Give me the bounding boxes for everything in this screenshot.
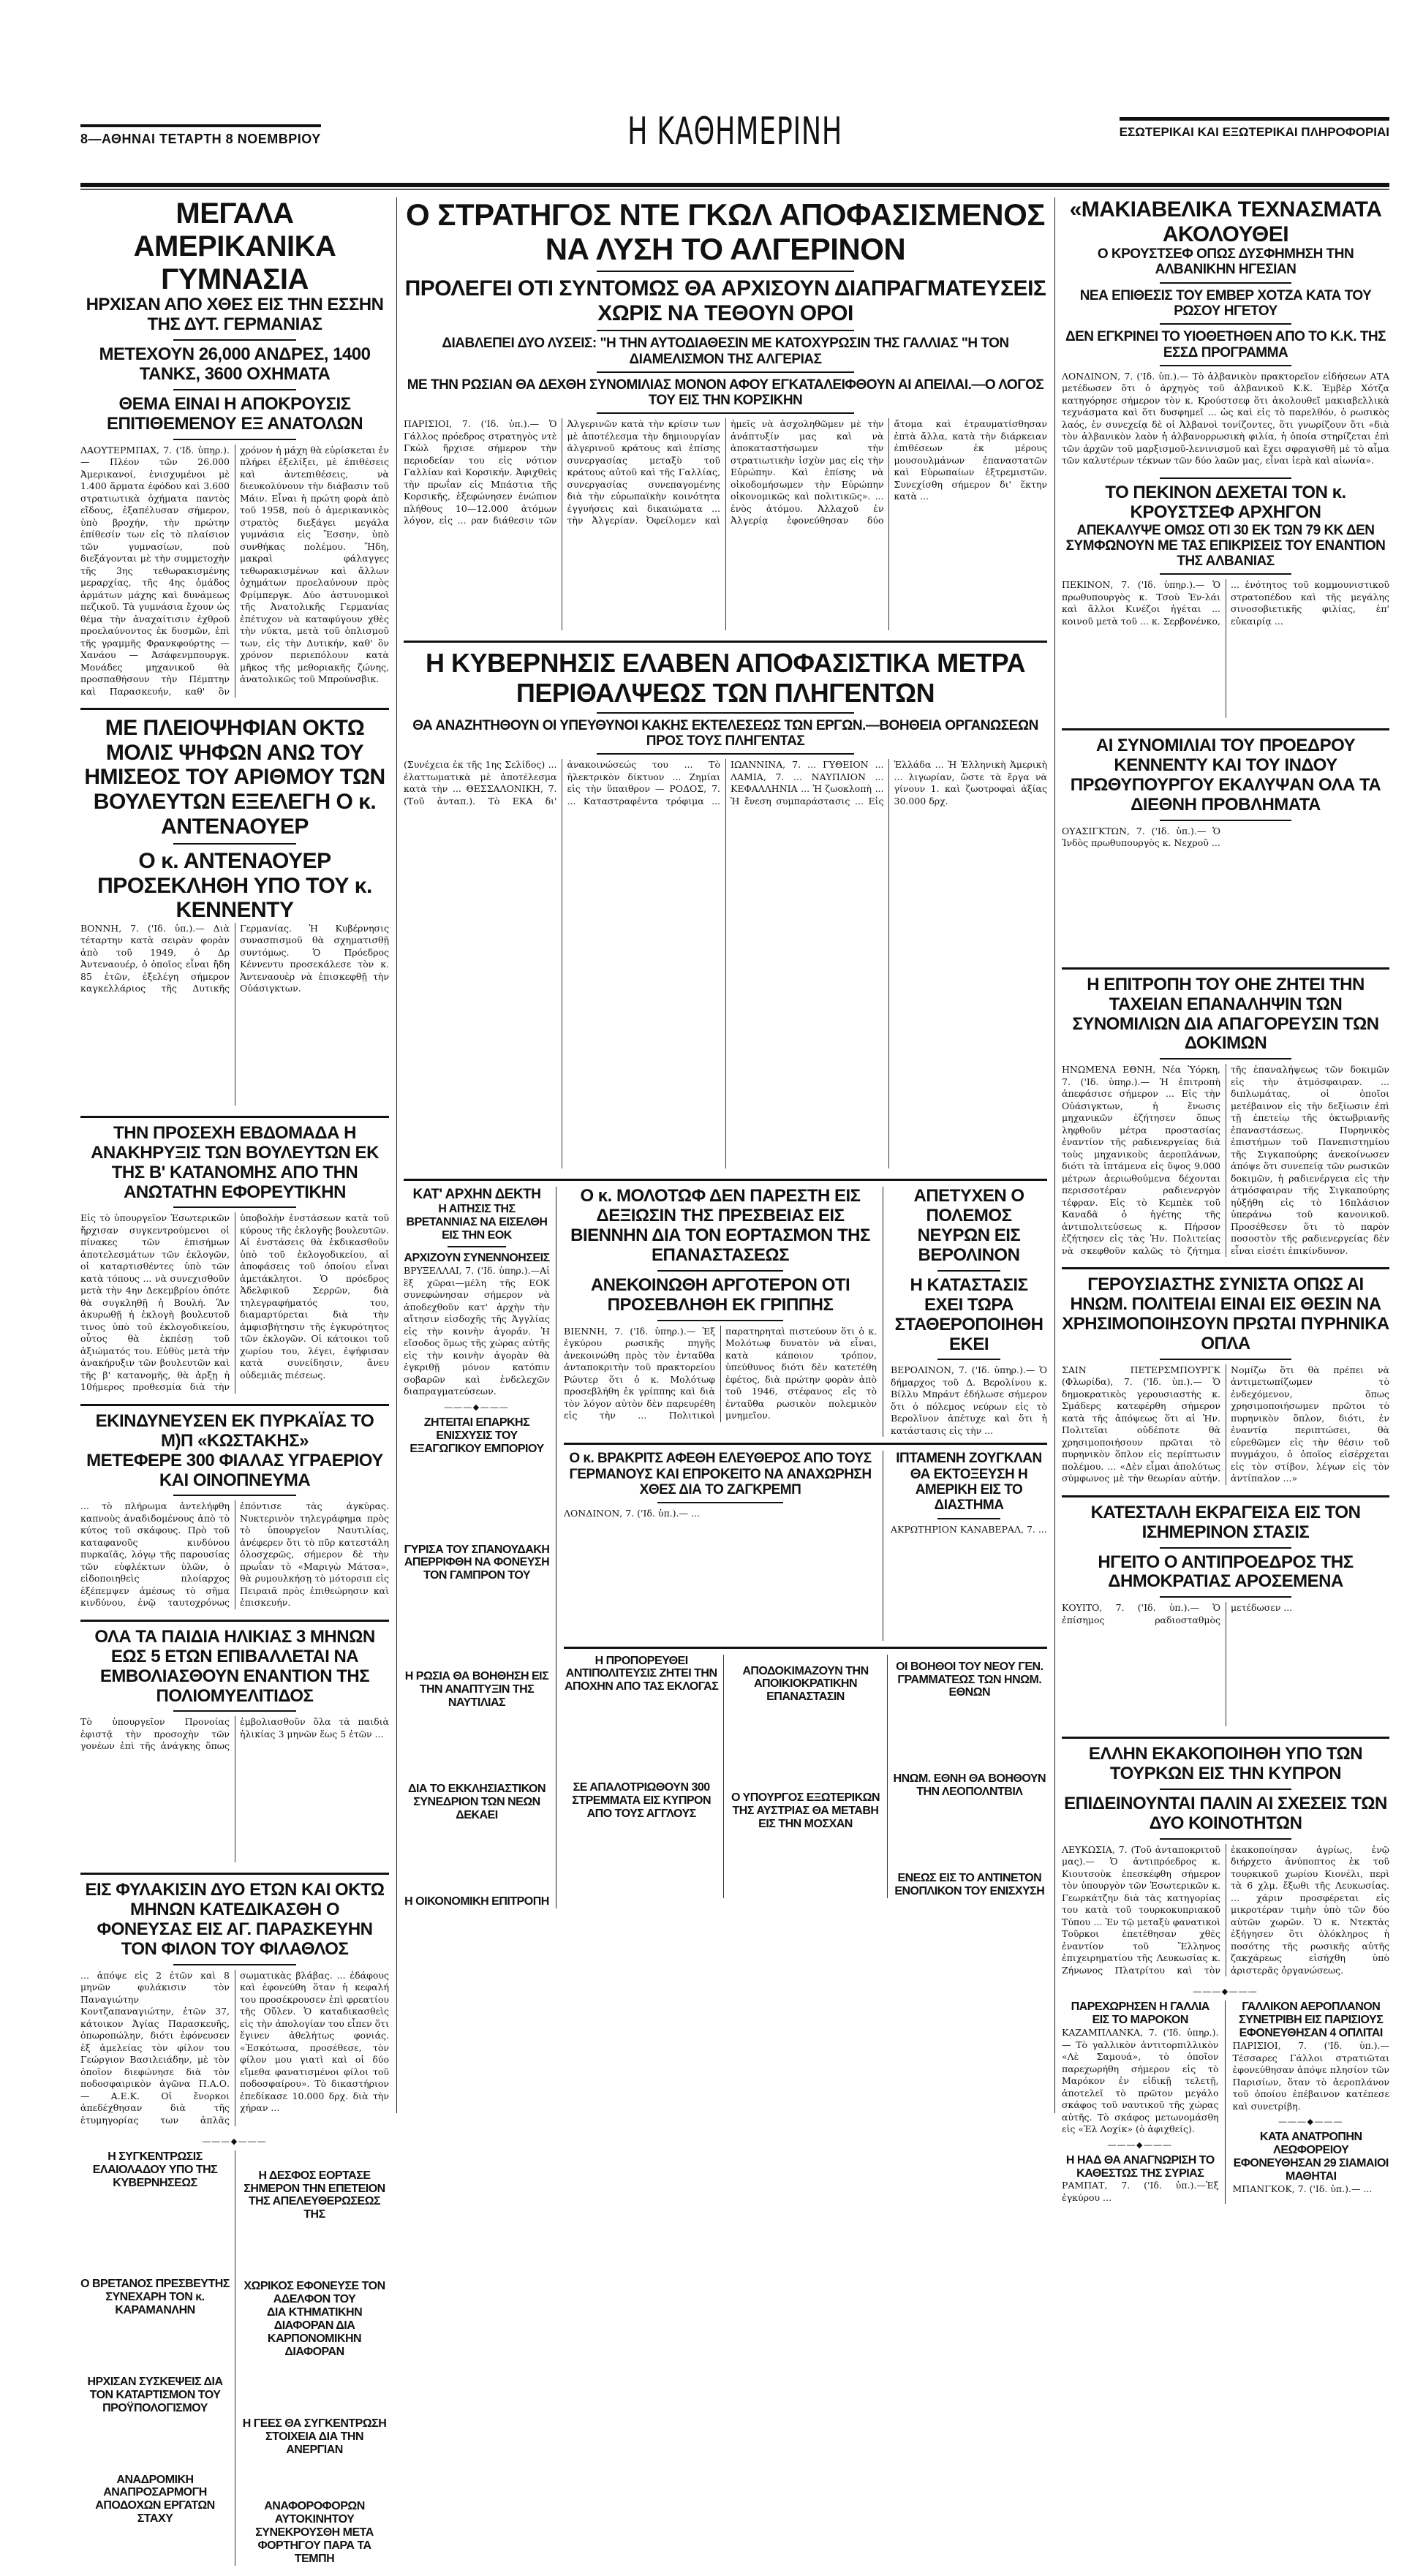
story-berlin xyxy=(891,1187,1047,1437)
divider xyxy=(1062,967,1389,970)
headline: ΠΑΡΕΧΩΡΗΣΕΝ Η ΓΑΛΛΙΑ ΕΙΣ ΤΟ ΜΑΡΟΚΟΝ xyxy=(1071,2001,1209,2027)
subheadline: ΘΑ ΑΝΑΖΗΤΗΘΟΥΝ ΟΙ ΥΠΕΥΘΥΝΟΙ ΚΑΚΗΣ ΕΚΤΕΛΕΣΕΩΣ ΤΩΝ ΕΡΓΩΝ.—ΒΟΗΘΕΙΑ ΟΡΓΑΝΩΣΕΩΝ ΠΡΟΣ ΤΟΥΣ ΠΛΗΓΕΝΤΑΣ xyxy=(412,717,1038,749)
brief-headline: ΗΡΧΙΣΑΝ ΣΥΣΚΕΨΕΙΣ ΔΙΑ ΤΟΝ ΚΑΤΑΡΤΙΣΜΟΝ ΤΟΥ ΠΡΟΫΠΟΛΟΓΙΣΜΟΥ xyxy=(87,2375,223,2414)
brief-body xyxy=(80,2190,230,2278)
story-nuclear xyxy=(1062,1275,1389,1485)
separator xyxy=(173,1710,297,1712)
subheadline: ΝΕΑ ΕΠΙΘΕΣΙΣ ΤΟΥ ΕΜΒΕΡ ΧΟΤΖΑ ΚΑΤΑ ΤΟΥ ΡΩΣΟΥ ΗΓΕΤΟΥ xyxy=(1079,287,1372,319)
separator xyxy=(937,1270,1000,1272)
article-body: ΠΑΡΙΣΙΟΙ, 7. ('Ιδ. ὑπ.).— Ὁ Γάλλος πρόεδρος στρατηγὸς ντὲ Γκὼλ ἤρχισε σήμερον τὴν περιοδείαν του εἰς νότιον Γαλλίαν καὶ Κορσικήν. Ἀφιχθεὶς τὴν πρωΐαν εἰς Μπάστια τῆς Κορσικῆς, ἐξεφώνησεν ἐνώπιον πλήθους 10—12.000 ἀτόμων λόγον, εἰς ... ραν διάθεσιν τῶν Ἀλγερινῶν κατὰ τὴν κρίσιν των μὲ ἀποτέλεσμα τὴν δημιουργίαν ἀλγερινοῦ κράτους καὶ ἐπίσης συνεργασίας μεταξὺ τοῦ κράτους αὐτοῦ καὶ τῆς Γαλλίας, συνεργασίας συνεπαγομένης διὰ τὴν εὐρωπαϊκὴν κοινότητα ἐγγυήσεις καὶ δικαιώματα ... τὴν Ἀλγερίαν. Ὀφείλομεν καὶ ἡμεῖς νὰ ἀσχοληθῶμεν μὲ τὴν ἀνάπτυξίν μας καὶ νὰ ἀποκαταστήσωμεν τὴν στρατιωτικὴν ἰσχὺν μας εἰς τὴν Εὐρώπην. Καὶ ἐπίσης νὰ οἰκοδομήσωμεν τὴν Εὐρώπην οἰκονομικῶς καὶ πολιτικῶς». ... ἑνὸς ἀτόμου. Ἀλλαχοῦ ἐν Ἀλγερίᾳ ἐφονεύθησαν δύο ἄτομα καὶ ἐτραυματίσθησαν ἑπτὰ ἄλλα, κατὰ τὴν διάρκειαν ἐπιθέσεων ἐκ μέρους μουσουλμάνων ἐπαναστατῶν καὶ Εὐρωπαίων ἐξτρεμιστῶν. Συνεχίσθη σήμερον δι' ἕκτην κατὰ ... xyxy=(404,418,1047,526)
article-body: ΛΟΝΔΙΝΟΝ, 7. ('Ιδ. ὑπ.).— Τὸ ἀλβανικὸν πρακτορεῖον εἰδήσεων ΑΤΑ μετέδωσεν ὅτι ὁ ἀρχηγὸς τοῦ ἀλβανικοῦ Κ.Κ. Ἐμβὲρ Χότζα κατηγόρησε σήμερον τὸν κ. Κρούστσεφ ὅτι ἀκολουθεῖ μακιαβελλικὰ τεχνάσματα καὶ ὅτι δυσφημεῖ ... ὡς καὶ εἰς τὸ παρελθόν, ὁ ρωσικὸς λαός, ἐν συνεχείᾳ δὲ οἱ Ἀλβανοὶ τονίζοντες, ὅτι γνωρίζουν ὅτι «διὰ τὸν ἀλβανικὸν λαὸν ἡ ἀλβανορρωσικὴ φιλία, ἡ ὁποία στηρίζεται ἐπὶ τῶν ἀρχῶν τοῦ μαρξισμοῦ-λενινισμοῦ καὶ ἔχει σφραγισθῆ μὲ τὸ αἷμα τῶν καλυτέρων τέκνων τῶν δύο λαῶν μας, εἶναι ἱερὰ καὶ αἰωνία». xyxy=(1062,370,1389,467)
article-body: ΠΕΚΙΝΟΝ, 7. ('Ιδ. ὑπηρ.).— Ὁ πρωθυπουργὸς κ. Τσοὺ Ἐν-λάι καὶ ἄλλοι Κινέζοι ἡγέται ... κοινοῦ μετὰ τοῦ ... κ. Σερβονένκο, ... ἑνότητος τοῦ κομμουνιστικοῦ στρατοπέδου καὶ τῆς μεγάλης σινοσοβιετικῆς φιλίας, ἐπ' εὐκαιρίᾳ ... xyxy=(1062,579,1389,627)
separator xyxy=(597,412,854,414)
brief-headline: ΣΕ ΑΠΑΛΟΤΡΙΩΘΟΥΝ 300 ΣΤΡΕΜΜΑΤΑ ΕΙΣ ΚΥΠΡΟΝ ΑΠΟ ΤΟΥΣ ΑΓΓΛΟΥΣ xyxy=(572,1781,712,1821)
briefs xyxy=(80,2150,389,2566)
headline: Ο κ. ΒΡΑΚΡΙΤΣ ΑΦΕΘΗ ΕΛΕΥΘΕΡΟΣ ΑΠΟ ΤΟΥΣ ΓΕΡΜΑΝΟΥΣ ΚΑΙ ΕΠΡΟΚΕΙΤΟ ΝΑ ΑΝΑΧΩΡΗΣΗ ΧΘΕΣ ΔΙΑ ΤΟ ΖΑΓΚΡΕΜΠ xyxy=(569,1451,872,1497)
separator xyxy=(597,371,854,373)
divider xyxy=(1062,1737,1389,1739)
article-body: ΒΟΝΝΗ, 7. ('Ιδ. ὑπ.).— Διὰ τέταρτην κατὰ σειρὰν φορὰν ἀπὸ τοῦ 1949, ὁ Δρ Ἀντεναουέρ, ὁ ὁποῖος εἶναι ἤδη 85 ἐτῶν, ἐξελέγη σήμερον καγκελλάριος τῆς Δυτικῆς Γερμανίας. Ἡ Κυβέρνησις συνασπισμοῦ θὰ σχηματισθῇ συντόμως. Ὁ Πρόεδρος Κέννεντυ προσεκάλεσε τὸν κ. Ἀντεναουὲρ νὰ ἐπισκεφθῇ τὴν Οὐάσιγκτων. xyxy=(80,922,389,994)
story-peking xyxy=(1062,483,1389,719)
separator xyxy=(597,753,854,755)
brief-headline: Η ΣΥΓΚΕΝΤΡΩΣΙΣ ΕΛΑΙΟΛΑΔΟΥ ΥΠΟ ΤΗΣ ΚΥΒΕΡΝΗΣΕΩΣ xyxy=(92,2150,218,2190)
newspaper-page xyxy=(80,0,1404,2566)
story-ecuador xyxy=(1062,1503,1389,1727)
article-body: ... τὸ πλήρωμα ἀντελήφθη καπνοὺς ἀναδιδομένους ἀπὸ τὸ κύτος τοῦ σκάφους. Πρὸ τοῦ καταφανοῦς κινδύνου πυρκαϊᾶς, λόγῳ τῆς παρουσίας τῶν εὐφλέκτων ὑλῶν, ὁ εἰδοποιηθεὶς πλοίαρχος ἐξέπεμψεν ἀμέσως τὸ σῆμα κινδύνου, ἐνῷ ταυτοχρόνως ἐπόντισε τὰς ἀγκύρας. Νυκτερινὸν τηλεγράφημα πρὸς τὸ ὑπουργεῖον Ναυτιλίας, ἀνέφερεν ὅτι τὸ πῦρ κατεστάλη ὁλοσχερῶς, σήμερον δὲ τὴν πρωΐαν τὸ «Μαριγὼ Μάτσα», θὰ ρυμουλκήσῃ τὸ μότορσιπ εἰς Πειραιᾶ πρὸς ἐπιθεώρησιν καὶ ἐπισκευήν. xyxy=(80,1500,389,1609)
center-lower-right xyxy=(564,1187,1047,1908)
subheadline: ΘΕΜΑ ΕΙΝΑΙ Η ΑΠΟΚΡΟΥΣΙΣ ΕΠΙΤΙΘΕΜΕΝΟΥ ΕΞ ΑΝΑΤΟΛΩΝ xyxy=(106,393,363,434)
brief-headline: Ο ΥΠΟΥΡΓΟΣ ΕΞΩΤΕΡΙΚΩΝ ΤΗΣ ΑΥΣΤΡΙΑΣ ΘΑ ΜΕΤΑΒΗ ΕΙΣ ΤΗΝ ΜΟΣΧΑΝ xyxy=(731,1791,880,1831)
headline: ΜΕ ΠΛΕΙΟΨΗΦΙΑΝ ΟΚΤΩ ΜΟΛΙΣ ΨΗΦΩΝ ΑΝΩ ΤΟΥ ΗΜΙΣΕΟΣ ΤΟΥ ΑΡΙΘΜΟΥ ΤΩΝ ΒΟΥΛΕΥΤΩΝ ΕΞΕΛΕΓΗ Ο κ. ΑΝΤΕΝΑΟΥΕΡ xyxy=(84,716,385,839)
headline: ΓΑΛΛΙΚΟΝ ΑΕΡΟΠΛΑΝΟΝ ΣΥΝΕΤΡΙΒΗ ΕΙΣ ΠΑΡΙΣΙΟΥΣ xyxy=(1239,2001,1384,2027)
brief-body xyxy=(80,2317,230,2376)
story-plane-crash xyxy=(1233,2001,1390,2204)
article-body: ΛΕΥΚΩΣΙΑ, 7. (Τοῦ ἀνταποκριτοῦ μας).— Ὁ ἀντιπρόεδρος κ. Κιουτσοὺκ ἐπεσκέφθη σήμερον τὸν ὑπουργὸν τῶν Ἐσωτερικῶν κ. Γεωρκάτζην διὰ τὰς κατηγορίας του κατὰ τοῦ τουρκοκυπριακοῦ Τύπου ... Ἐν τῷ μεταξὺ φανατικοὶ Τοῦρκοι ἐπετέθησαν χθὲς ἐναντίον τοῦ Ἕλληνος ἐπιχειρηματίου τῆς Λευκωσίας κ. Ζήνωνος Πλατρίτου καὶ τὸν ἐκακοποίησαν ἀγρίως, ἐνῷ διήρχετο ἀνύποπτος ἐκ τοῦ τουρκικοῦ χωρίου Κιονέλι, περὶ τὰ 6 χλμ. ἔξωθι τῆς Λευκωσίας. ... χάριν προσφέρεται εἰς μικροτέραν τιμὴν ὑπὸ τῶν δύο αὐτῶν χωρῶν. Ὁ κ. Ντεκτὰς ἐξήγησεν ὅτι ὁλόκληρος ἡ ποσότης τῆς ρωσικῆς αὐτῆς ζακχάρεως εἰσήχθη ὑπὸ ἀριστερᾶς ὀργανώσεως. xyxy=(1062,1843,1389,1976)
divider xyxy=(80,1620,389,1622)
headline: ΕΙΣ ΦΥΛΑΚΙΣΙΝ ΔΥΟ ΕΤΩΝ ΚΑΙ ΟΚΤΩ ΜΗΝΩΝ ΚΑΤΕΔΙΚΑΣΘΗ Ο ΦΟΝΕΥΣΑΣ ΕΙΣ ΑΓ. ΠΑΡΑΣΚΕΥΗΝ ΤΟΝ ΦΙΛΟΝ ΤΟΥ ΦΙΛΑΘΛΟΣ xyxy=(85,1880,385,1960)
article-body: ΜΠΑΝΓΚΟΚ, 7. ('Ιδ. ὑπ.).— ... xyxy=(1232,2183,1373,2194)
story-morocco xyxy=(1062,2001,1226,2204)
separator xyxy=(1160,1596,1291,1598)
story-ship-fire xyxy=(80,1412,389,1609)
separator xyxy=(937,1518,1000,1519)
story-kennedy-nehru xyxy=(1062,736,1389,957)
center-briefs xyxy=(564,1655,1047,1898)
brief-headline: ΖΗΤΕΙΤΑΙ ΕΠΑΡΚΗΣ ΕΝΙΣΧΥΣΙΣ ΤΟΥ ΕΞΑΓΩΓΙΚΟΥ ΕΜΠΟΡΙΟΥ xyxy=(410,1416,544,1455)
brief-headline: Η ΓΕΕΣ ΘΑ ΣΥΓΚΕΝΤΡΩΣΗ ΣΤΟΙΧΕΙΑ ΔΙΑ ΤΗΝ ΑΝΕΡΓΙΑΝ xyxy=(242,2417,387,2456)
separator xyxy=(173,1206,297,1208)
brief-body xyxy=(240,2221,389,2280)
brief-headline: Η ΔΕΣΦΟΣ ΕΟΡΤΑΣΕ ΣΗΜΕΡΟΝ ΤΗΝ ΕΠΕΤΕΙΟΝ ΤΗΣ ΑΠΕΛΕΥΘΕΡΩΣΕΩΣ ΤΗΣ xyxy=(244,2169,385,2221)
section-title: ΕΣΩΤΕΡΙΚΑΙ ΚΑΙ ΕΞΩΤΕΡΙΚΑΙ ΠΛΗΡΟΦΟΡΙΑΙ xyxy=(1120,117,1389,140)
subheadline: ΜΕΤΕΧΟΥΝ 26,000 ΑΝΔΡΕΣ, 1400 ΤΑΝΚΣ, 3600 ΟΧΗΜΑΤΑ xyxy=(99,344,371,385)
headline: «ΜΑΚΙΑΒΕΛΙΚΑ ΤΕΧΝΑΣΜΑΤΑ ΑΚΟΛΟΥΘΕΙ xyxy=(1069,197,1382,246)
article-body: ... ἀπόψε εἰς 2 ἐτῶν καὶ 8 μηνῶν φυλάκισιν τὸν Παναγιώτην Κοντζαπαναγιώτην, ἐτῶν 37, κάτοικον Ἁγίας Παρασκευῆς, ὀπωροπώλην, διότι ἐφόνευσεν ἐξ ἀμελείας τὸν φίλον του Γεώργιον Βασιλειάδην, μὲ τὸν ὁποῖον διεφώνησε διὰ τὸν ποδοσφαιρικὸν ἀγῶνα Π.Α.Ο. — Α.Ε.Κ. Οἱ ἔνορκοι ἀπεδέχθησαν διὰ τῆς ἐτυμηγορίας των ἁπλᾶς σωματικὰς βλάβας. ... ἐδάφους καὶ ἐφονεύθη ὅταν ἡ κεφαλή του προσέκρουσεν ἐπὶ φρεατίου τῆς Οὔλεν. Ὁ καταδικασθεὶς εἰς τὴν ἀπολογίαν του εἶπεν ὅτι ἔγινεν ἀθελήτως φονιάς. «Ἐσκότωσα, προσέθεσε, τὸν φίλον μου γιατὶ καὶ οἱ δύο εἴμεθα φανατισμένοι φίλοι τοῦ ποδοσφαίρου». Τὸ δικαστήριον ἐπεδίκασε 10.000 δρχ. διὰ τὴν χήραν ... xyxy=(80,1969,389,2126)
brief-headline: ΑΝΑΦΟΡΟΦΟΡΩΝ ΑΥΤΟΚΙΝΗΤΟΥ ΣΥΝΕΚΡΟΥΣΘΗ ΜΕΤΑ ΦΟΡΤΗΓΟΥ ΠΑΡΑ ΤΑ ΤΕΜΠΗ xyxy=(255,2500,374,2566)
separator xyxy=(448,1246,506,1247)
separator xyxy=(937,1359,1000,1360)
column-divider xyxy=(396,197,397,2113)
separator xyxy=(657,1320,782,1321)
brief-headline: ΔΙΑ ΚΤΗΜΑΤΙΚΗΝ ΔΙΑΦΟΡΑΝ ΔΙΑ ΚΑΡΠΟΝΟΜΙΚΗΝ ΔΙΑΦΟΡΑΝ xyxy=(266,2306,363,2358)
subheadline: ΔΙΑΒΛΕΠΕΙ ΔΥΟ ΛΥΣΕΙΣ: "Η ΤΗΝ ΑΥΤΟΔΙΑΘΕΣΙΝ ΜΕ ΚΑΤΟΧΥΡΩΣΙΝ ΤΗΣ ΓΑΛΛΙΑΣ "Η ΤΟΝ ΔΙΑΜΕΛΙΣΜΟΝ ΤΗΣ ΑΛΓΕΡΙΑΣ xyxy=(442,336,1009,367)
separator xyxy=(657,1502,782,1503)
left-column xyxy=(80,197,389,2576)
separator xyxy=(657,1270,782,1272)
subheadline: ΑΠΕΚΑΛΥΨΕ ΟΜΩΣ ΟΤΙ 30 ΕΚ ΤΩΝ 79 ΚΚ ΔΕΝ ΣΥΜΦΩΝΟΥΝ ΜΕ ΤΑΣ ΕΠΙΚΡΙΣΕΙΣ ΤΟΥ ΕΝΑΝΤΙΟΝ ΤΗΣ ΑΛΒΑΝΙΑΣ xyxy=(1065,522,1386,570)
headline: ΜΕΓΑΛΑ ΑΜΕΡΙΚΑΝΙΚΑ ΓΥΜΝΑΣΙΑ xyxy=(133,197,336,295)
center-column xyxy=(404,197,1047,1908)
brief-headline: ΕΝΕΩΣ ΕΙΣ ΤΟ ΑΝΤΙΝΕΤΟΝ ΕΝΟΠΛΙΚΟΝ ΤΟΥ ΕΝΙΣΧΥΣΗ xyxy=(894,1872,1045,1898)
story-adenauer xyxy=(80,716,389,1106)
article-body: ΒΕΡΟΛΙΝΟΝ, 7. ('Ιδ. ὑπηρ.).— Ὁ δήμαρχος τοῦ Δ. Βερολίνου κ. Βίλλυ Μπράντ ἐδήλωσε σήμερον ὅτι ὁ πόλεμος νεύρων εἰς τὸ Βερολῖνον ἀπέτυχε καὶ ὅτι ἡ κατάστασις εἰς τὴν ... xyxy=(891,1364,1047,1436)
article-body: ΗΝΩΜΕΝΑ ΕΘΝΗ, Νέα Ὑόρκη, 7. ('Ιδ. ὑπηρ.).— Ἡ ἐπιτροπὴ ἀπεφάσισε σήμερον ... Εἰς τὴν Οὐάσιγκτων, ἡ ἕνωσις μηχανικῶν ἐζήτησεν ὅπως ληφθοῦν μέτρα προστασίας ἐναντίον τῆς ραδιενεργείας διὰ τοὺς μηχανικοὺς ἀεροπλάνων, διότι τὰ ἱπτάμενα εἰς ὕψος 9.000 μέτρων ἀεριωθούμενα δέχονται περισσοτέραν ραδιενεργὸν τέφραν. Εἰς τὸ Κεμπὲκ τοῦ Καναδᾶ ὁ ἡγέτης τῆς ἀντιπολιτεύσεως κ. Πήρσον ἐζήτησεν εἰς τὰς Ἡν. Πολιτείας νὰ σκεφθοῦν καλῶς τὸ ζήτημα τῆς ἐπαναλήψεως τῶν δοκιμῶν εἰς τὴν ἀτμόσφαιραν. ... διπλωμάτας, οἱ ὁποῖοι μετέβαινον εἰς τὴν δεξίωσιν ἐπὶ τῇ ἐπετείῳ τῆς ὀκτωβριανῆς ἐπαναστάσεως. Πυρηνικὸς ἐπιστήμων τοῦ Πανεπιστημίου τῆς Σιγκαπούρης ἀνεκοίνωσεν ἀπόψε ὅτι συνεπείᾳ τῶν ρωσικῶν δοκιμῶν, ἡ ραδιενέργεια εἰς τὴν ἀτμόσφαιραν τῆς Σιγκαπούρης ηὐξήθη εἰς τὸ 16πλάσιον ὑπεράνω τοῦ κανονικοῦ. Προσέθεσεν ὅτι τὸ παρὸν ποσοστὸν τῆς ραδιενεργείας δὲν εἶναι εἰσέτι ἐπικίνδυνον. xyxy=(1062,1064,1389,1256)
separator xyxy=(1160,1359,1291,1360)
brief-body xyxy=(892,1799,1047,1872)
brief-body xyxy=(404,1822,550,1895)
story-polio xyxy=(80,1628,389,1863)
separator xyxy=(1160,1838,1291,1840)
brief-headline: ΑΝΑΔΡΟΜΙΚΗ ΑΝΑΠΡΟΣΑΡΜΟΓΗ ΑΠΟΔΟΧΩΝ ΕΡΓΑΤΩΝ ΣΤΑΧΥ xyxy=(95,2473,215,2526)
article-body: ΣΑΙΝ ΠΕΤΕΡΣΜΠΟΥΡΓΚ (Φλωρίδα), 7. ('Ιδ. ὑπ.).— Ὁ δημοκρατικὸς γερουσιαστὴς κ. Σμάδερς κατεφέρθη σήμερον κατὰ τῆς ἀπόψεως ὅτι αἱ Ἡν. Πολιτεῖαι οὐδέποτε θὰ χρησιμοποιήσουν πρῶται τὸ πυρηνικὸν ὅπλον εἰς περίπτωσιν πολέμου. ... «Δὲν εἶμαι ἀπολύτως σύμφωνος μὲ τὴν θεωρίαν αὐτήν. Νομίζω ὅτι θὰ πρέπει νὰ ἀντιμετωπίζωμεν τὸ ἐνδεχόμενον, ὅπως χρησιμοποιήσωμεν πρῶτοι τὸ πυρηνικὸν ὅπλον, διότι, ἐν ἐναντίᾳ περιπτώσει, θὰ εὑρεθῶμεν εἰς τὴν θέσιν τοῦ πυγμάχου, ὁ ὁποῖος εἰσέρχεται εἰς τὸν στίβον, λέγων εἰς τὸν ἀντίπαλον ...» xyxy=(1062,1364,1389,1484)
brief-headline: ΓΥΡΙΣΑ ΤΟΥ ΣΠΑΝΟΥΔΑΚΗ ΑΠΕΡΡΙΦΘΗ ΝΑ ΦΟΝΕΥΣΗ ΤΟΝ ΓΑΜΠΡΟΝ ΤΟΥ xyxy=(404,1543,550,1582)
headline: ΕΛΛΗΝ ΕΚΑΚΟΠΟΙΗΘΗ ΥΠΟ ΤΩΝ ΤΟΥΡΚΩΝ ΕΙΣ ΤΗΝ ΚΥΠΡΟΝ xyxy=(1088,1744,1363,1784)
story-satellite xyxy=(891,1451,1047,1640)
ornament: ———◆——— xyxy=(1278,2118,1343,2127)
divider xyxy=(80,1873,389,1875)
headline: Η ΗΑΔ ΘΑ ΑΝΑΓΝΩΡΙΣΗ ΤΟ ΚΑΘΕΣΤΩΣ ΤΗΣ ΣΥΡΙΑΣ xyxy=(1065,2153,1215,2180)
brief-body xyxy=(240,2359,389,2417)
headline: ΚΑΤΑ ΑΝΑΤΡΟΠΗΝ ΛΕΩΦΟΡΕΙΟΥ ΕΦΟΝΕΥΘΗΣΑΝ 29 ΣΙΑΜΑΙΟΙ ΜΑΘΗΤΑΙ xyxy=(1233,2131,1389,2183)
brief-headline: ΧΩΡΙΚΟΣ ΕΦΟΝΕΥΣΕ ΤΟΝ ΑΔΕΛΦΟΝ ΤΟΥ xyxy=(244,2280,385,2306)
subheadline: Ο ΚΡΟΥΣΤΣΕΦ ΟΠΩΣ ΔΥΣΦΗΜΗΣΗ ΤΗΝ ΑΛΒΑΝΙΚΗΝ ΗΓΕΣΙΑΝ xyxy=(1097,246,1354,278)
divider xyxy=(80,1116,389,1118)
divider xyxy=(80,708,389,710)
divider xyxy=(564,1647,1047,1649)
subheadline: ΑΡΧΙΖΟΥΝ ΣΥΝΕΝΝΟΗΣΕΙΣ xyxy=(404,1252,550,1265)
separator xyxy=(1160,820,1291,821)
headline: ΙΠΤΑΜΕΝΗ ΖΟΥΓΚΛΑΝ ΘΑ ΕΚΤΟΞΕΥΣΗ Η ΑΜΕΡΙΚΗ ΕΙΣ ΤΟ ΔΙΑΣΤΗΜΑ xyxy=(896,1451,1042,1514)
headline: ΓΕΡΟΥΣΙΑΣΤΗΣ ΣΥΝΙΣΤΑ ΟΠΩΣ ΑΙ ΗΝΩΜ. ΠΟΛΙΤΕΙΑΙ ΕΙΝΑΙ ΕΙΣ ΘΕΣΙΝ ΝΑ ΧΡΗΣΙΜΟΠΟΙΗΣΟΥΝ ΠΡΩΤΑΙ ΠΥΡΗΝΙΚΑ ΟΠΛΑ xyxy=(1062,1274,1389,1353)
story-albania xyxy=(1062,197,1389,467)
story-sentence xyxy=(80,1881,389,2126)
masthead-rule-thin xyxy=(80,189,1389,190)
subheadline: Η ΑΙΤΗΣΙΣ ΤΗΣ ΒΡΕΤΑΝΝΙΑΣ ΝΑ ΕΙΣΕΛΘΗ ΕΙΣ ΤΗΝ ΕΟΚ xyxy=(406,1202,548,1242)
story-brakrit xyxy=(564,1451,883,1640)
newspaper-title: Η ΚΑΘΗΜΕΡΙΝΗ xyxy=(627,110,842,154)
subheadline: Ο κ. ΑΝΤΕΝΑΟΥΕΡ ΠΡΟΣΕΚΛΗΘΗ ΥΠΟ ΤΟΥ κ. ΚΕΝΝΕΝΤΥ xyxy=(97,849,372,923)
subheadline: ΗΡΧΙΣΑΝ ΑΠΟ ΧΘΕΣ ΕΙΣ ΤΗΝ ΕΣΣΗΝ ΤΗΣ ΔΥΤ. ΓΕΡΜΑΝΙΑΣ xyxy=(86,295,384,335)
subheadline: ΔΕΝ ΕΓΚΡΙΝΕΙ ΤΟ ΥΙΟΘΕΤΗΘΕΝ ΑΠΟ ΤΟ Κ.Κ. ΤΗΣ ΕΣΣΔ ΠΡΟΓΡΑΜΜΑ xyxy=(1065,329,1386,360)
subheadline: ΕΠΙΔΕΙΝΟΥΝΤΑΙ ΠΑΛΙΝ ΑΙ ΣΧΕΣΕΙΣ ΤΩΝ ΔΥΟ ΚΟΙΝΟΤΗΤΩΝ xyxy=(1064,1794,1387,1833)
separator xyxy=(597,271,854,272)
brief-headline: ΟΙ ΒΟΗΘΟΙ ΤΟΥ ΝΕΟΥ ΓΕΝ. ΓΡΑΜΜΑΤΕΩΣ ΤΩΝ ΗΝΩΜ. ΕΘΝΩΝ xyxy=(896,1660,1043,1699)
divider xyxy=(1062,1495,1389,1497)
subheadline: ΜΕ ΤΗΝ ΡΩΣΙΑΝ ΘΑ ΔΕΧΘΗ ΣΥΝΟΜΙΛΙΑΣ ΜΟΝΟΝ ΑΦΟΥ ΕΓΚΑΤΑΛΕΙΦΘΟΥΝ ΑΙ ΑΠΕΙΛΑΙ.—Ο ΛΟΓΟΣ ΤΟΥ ΕΙΣ ΤΗΝ ΚΟΡΣΙΚΗΝ xyxy=(407,377,1044,409)
brief-headline: ΑΠΟΔΟΚΙΜΑΖΟΥΝ ΤΗΝ ΑΠΟΙΚΙΟΚΡΑΤΙΚΗΝ ΕΠΑΝΑΣΤΑΣΙΝ xyxy=(742,1664,869,1704)
brief-headline: Η ΟΙΚΟΝΟΜΙΚΗ ΕΠΙΤΡΟΠΗ xyxy=(404,1895,549,1908)
article-body: ΒΙΕΝΝΗ, 7. ('Ιδ. ὑπηρ.).— Ἐξ ἐγκύρου ρωσικῆς πηγῆς ἀνεκοινώθη πρὸς τὸν ἐνταῦθα ἀνταποκριτὴν τοῦ πρακτορείου Ρώυτερ ὅτι ὁ κ. Μολότωφ προσεβλήθη ἐκ γρίππης καὶ διὰ τὸν λόγον αὐτὸν δὲν παρευρέθη εἰς τὴν ... Πολιτικοὶ παρατηρηταὶ πιστεύουν ὅτι ὁ κ. Μολότωφ δυνατὸν νὰ εἶναι, κατὰ κάποιον τρόπον, ὑπεύθυνος διότι δὲν κατετέθη ἐφέτος, διὰ πρώτην φορὰν ἀπὸ τοῦ 1946, στέφανος εἰς τὸ ἐνταῦθα ρωσικὸν πολεμικὸν μνημεῖον. xyxy=(564,1325,877,1421)
article-body: ΛΟΝΔΙΝΟΝ, 7. ('Ιδ. ὑπ.).— ... xyxy=(564,1508,700,1519)
story-cyprus xyxy=(1062,1745,1389,1976)
brief-body xyxy=(892,1699,1047,1772)
divider xyxy=(404,641,1047,643)
article-body: ΒΡΥΞΕΛΛΑΙ, 7. ('Ιδ. ὑπηρ.).—Αἱ ἓξ χῶραι—μέλη τῆς ΕΟΚ συνεφώνησαν σήμερον νὰ ἀποδεχθοῦν κατ' ἀρχὴν τὴν αἴτησιν εἰσδοχῆς τῆς Ἀγγλίας εἰς τὴν κοινὴν ἀγοράν. Ἡ εἴσοδος ὅμως τῆς χώρας αὐτῆς εἰς τὴν κοινὴν ἀγορὰν θὰ ἐγκριθῇ μόνον κατόπιν σοβαρῶν καὶ ἐνδελεχῶν διαπραγματεύσεων. xyxy=(404,1265,550,1397)
ornament: ———◆——— xyxy=(202,2137,268,2147)
headline: ΑΙ ΣΥΝΟΜΙΛΙΑΙ ΤΟΥ ΠΡΟΕΔΡΟΥ ΚΕΝΝΕΝΤΥ ΚΑΙ ΤΟΥ ΙΝΔΟΥ ΠΡΩΘΥΠΟΥΡΓΟΥ ΕΚΑΛΥΨΑΝ ΟΛΑ ΤΑ ΔΙΕΘΝΗ ΠΡΟΒΛΗΜΑΤΑ xyxy=(1070,736,1381,815)
center-lower xyxy=(404,1187,1047,1908)
subheadline: ΕΦΟΝΕΥΘΗΣΑΝ 4 ΟΠΛΙΤΑΙ xyxy=(1239,2027,1383,2040)
headline: ΑΠΕΤΥΧΕΝ Ο ΠΟΛΕΜΟΣ ΝΕΥΡΩΝ ΕΙΣ ΒΕΡΟΛΙΝΟΝ xyxy=(913,1186,1024,1266)
column-divider xyxy=(1054,197,1055,2113)
ornament: ———◆——— xyxy=(1193,1987,1258,1997)
brief-body xyxy=(240,2456,389,2500)
ornament: ———◆——— xyxy=(444,1402,510,1412)
brief-headline: ΗΝΩΜ. ΕΘΝΗ ΘΑ ΒΟΗΘΟΥΝ ΤΗΝ ΛΕΟΠΟΛΝΤΒΙΛ xyxy=(893,1772,1046,1799)
separator xyxy=(173,389,297,390)
headline: ΚΑΤΕΣΤΑΛΗ ΕΚΡΑΓΕΙΣΑ ΕΙΣ ΤΟΝ ΙΣΗΜΕΡΙΝΟΝ ΣΤΑΣΙΣ xyxy=(1090,1502,1361,1542)
divider xyxy=(564,1443,1047,1445)
headline: Ο ΣΤΡΑΤΗΓΟΣ ΝΤΕ ΓΚΩΛ ΑΠΟΦΑΣΙΣΜΕΝΟΣ ΝΑ ΛΥΣΗ ΤΟ ΑΛΓΕΡΙΝΟΝ xyxy=(405,197,1046,267)
article-body: ΑΚΡΩΤΗΡΙΟΝ ΚΑΝΑΒΕΡΑΛ, 7. ... xyxy=(891,1523,1047,1535)
article-body: ΛΑΟΥΤΕΡΜΠΑΧ, 7. ('Ιδ. ὑπηρ.). — Πλέον τῶν 26.000 Ἀμερικανοί, ἐνισχυμένοι μὲ 1.400 ἅρματα ἐφόδου καὶ 3.600 στρατιωτικὰ ὀχήματα παντὸς εἴδους, ἐξαπέλυσαν σήμερον, ὑπὸ βροχήν, τὴν πρώτην ἐπίθεσίν των εἰς τὸ πλαίσιον τῶν γυμνασίων, ποὺ διεξάγονται μὲ τὴν συμμετοχὴν τῆς 3ης τεθωρακισμένης μεραρχίας, τῆς 4ης ὁμάδος ἁρμάτων μάχης καὶ δυνάμεως πεζικοῦ. Τὰ γυμνάσια ἔχουν ὡς θέμα τὴν ἀναχαίτισιν ἐχθροῦ προελαύνοντος ἐκ δυσμῶν, ἐπὶ τῆς γραμμῆς Φρανκφούρτης — Χανάου — Ἀσάφενμπουργκ. Μονάδες μηχανικοῦ θὰ προσπαθήσουν τὴν Πέμπτην καὶ Παρασκευήν, καθ' ὃν χρόνον ἡ μάχη θὰ εὑρίσκεται ἐν πλήρει ἐξελίξει, μὲ ἐπιθέσεις καὶ ἀντεπιθέσεις, νὰ διευκολύνουν τὴν διάβασιν τοῦ Μάιν. Εἶναι ἡ πρώτη φορὰ ἀπὸ τοῦ 1958, ποὺ ὁ ἀμερικανικὸς στρατὸς διεξάγει μεγάλα γυμνάσια εἰς Ἔσσην, ὑπὸ συνθήκας πολέμου. Ἤδη, μακραὶ φάλαγγες τεθωρακισμένων καὶ ἄλλων ὀχημάτων προελαύνουν πρὸς Φρίμπεργκ. Δύο ἀστυνομικοὶ τῆς Ἀνατολικῆς Γερμανίας ἐπέτυχον νὰ καταφύγουν χθὲς τὴν νύκτα, μετὰ τοῦ ὁπλισμοῦ των, εἰς τὴν Δυτικήν, καθ' ὃν χρόνον περιεπόλουν κατὰ μῆκος τῆς μεθοριακῆς ζώνης, ἀνατολικῶς τοῦ Μπρούνσβικ. xyxy=(80,444,389,697)
separator xyxy=(597,330,854,331)
separator xyxy=(1160,1547,1291,1549)
brief-headline: Ο ΒΡΕΤΑΝΟΣ ΠΡΕΣΒΕΥΤΗΣ ΣΥΝΕΧΑΡΗ ΤΟΝ κ. ΚΑΡΑΜΑΝΛΗΝ xyxy=(80,2278,230,2316)
right-lower xyxy=(1062,2001,1389,2204)
separator xyxy=(1160,573,1291,575)
page-date: 8—ΑΘΗΝΑΙ ΤΕΤΑΡΤΗ 8 ΝΟΕΜΒΡΙΟΥ xyxy=(80,124,321,147)
brief-body xyxy=(728,1704,883,1791)
story-un-tests xyxy=(1062,975,1389,1258)
separator xyxy=(1160,323,1291,325)
separator xyxy=(1160,1058,1291,1060)
subheadline: Η ΚΑΤΑΣΤΑΣΙΣ ΕΧΕΙ ΤΩΡΑ ΣΤΑΘΕΡΟΠΟΙΗΘΗ ΕΚΕΙ xyxy=(894,1274,1043,1354)
separator xyxy=(1160,477,1291,479)
article-body: ΠΑΡΙΣΙΟΙ, 7. ('Ιδ. ὑπ.).—Τέσσαρες Γάλλοι στρατιῶται ἐφονεύθησαν ἀπόψε πλησίον τῶν Παρισίων, ὅταν τὸ ἀεροπλάνον τοῦ ὁποίου ἐπέβαινον κατέπεσε καὶ συνετρίβη. xyxy=(1232,2040,1389,2112)
story-eec xyxy=(404,1187,556,1908)
subheadline: ΑΝΕΚΟΙΝΩΘΗ ΑΡΓΟΤΕΡΟΝ ΟΤΙ ΠΡΟΣΕΒΛΗΘΗ ΕΚ ΓΡΙΠΠΗΣ xyxy=(590,1274,850,1315)
story-elections xyxy=(80,1124,389,1394)
article-body: (Συνέχεια ἐκ τῆς 1ης Σελίδος) ... ἐλαττωματικὰ μὲ ἀποτέλεσμα κατὰ τὴν ... ΘΕΣΣΑΛΟΝΙΚΗ, 7. (Τοῦ ἀνταπ.). Τὸ ΕΚΑ δι' ἀνακοινώσεώς του ... Τὸ ἠλεκτρικὸν δίκτυον ... Ζημίαι εἰς τὴν ὕπαιθρον — ΡΟΔΟΣ, 7. ... Καταστραφέντα τρόφιμα ... ΙΩΑΝΝΙΝΑ, 7. ... ΓΥΘΕΙΟΝ ... ΛΑΜΙΑ, 7. ... ΝΑΥΠΛΙΟΝ ... ΚΕΦΑΛΛΗΝΙΑ ... Ἡ ζωοκλοπὴ ... Ἡ ἔνεση συμπαράστασις ... Εἰς Ἑλλάδα ... Ἡ Ἐλληνικὴ Ἀμερικὴ ... λιγωρίαν, ὥστε τὰ ἔργα νὰ γίνουν 1. καὶ ζωοτροφαὶ ἀξίας 30.000 δρχ. xyxy=(404,759,1047,807)
brief-headline: ΔΙΑ ΤΟ ΕΚΚΛΗΣΙΑΣΤΙΚΟΝ ΣΥΝΕΔΡΙΟΝ ΤΩΝ ΝΕΩΝ ΔΕΚΑΕΙ xyxy=(407,1783,546,1821)
masthead xyxy=(80,110,1389,175)
headline: Ο κ. ΜΟΛΟΤΩΦ ΔΕΝ ΠΑΡΕΣΤΗ ΕΙΣ ΔΕΞΙΩΣΙΝ ΤΗΣ ΠΡΕΣΒΕΙΑΣ ΕΙΣ ΒΙΕΝΝΗΝ ΔΙΑ ΤΟΝ ΕΟΡΤΑΣΜΟΝ ΤΗΣ ΕΠΑΝΑΣΤΑΣΕΩΣ xyxy=(570,1186,870,1266)
separator xyxy=(173,1495,297,1496)
right-column xyxy=(1062,197,1389,2204)
article-body: Τὸ ὑπουργεῖον Προνοίας ἐφιστᾷ τὴν προσοχὴν τῶν γονέων ἐπὶ τῆς ἀνάγκης ὅπως ἐμβολιασθοῦν ὅλα τὰ παιδιὰ ἡλικίας 3 μηνῶν ἕως 5 ἐτῶν ... xyxy=(80,1716,389,1752)
article-body: ΚΑΖΑΜΠΛΑΝΚΑ, 7. ('Ιδ. ὑπηρ.). — Τὸ γαλλικὸν ἀντιτορπιλλικὸν «Λὲ Σαμουά», τὸ ὁποῖον παρεχωρήθη σήμερον εἰς τὸ Μαρόκον ἐν εἰδικῇ τελετῇ, ἀποτελεῖ τὸ πρῶτον μεγάλο σκάφος τοῦ ναυτικοῦ τῆς χώρας αὐτῆς. Τὸ σκάφος μετωνομάσθη εἰς «Ἐλ Λοχίκ» (ὁ ἀφιχθείς). xyxy=(1062,2027,1219,2135)
headline: ΚΑΤ' ΑΡΧΗΝ ΔΕΚΤΗ xyxy=(412,1187,541,1203)
brief-headline: Η ΠΡΟΠΟΡΕΥΘΕΙ ΑΝΤΙΠΟΛΙΤΕΥΣΙΣ ΖΗΤΕΙ ΤΗΝ ΑΠΟΧΗΝ ΑΠΟ ΤΑΣ ΕΚΛΟΓΑΣ xyxy=(565,1654,719,1693)
headline: ΤΗΝ ΠΡΟΣΕΧΗ ΕΒΔΟΜΑΔΑ Η ΑΝΑΚΗΡΥΞΙΣ ΤΩΝ ΒΟΥΛΕΥΤΩΝ ΕΚ ΤΗΣ Β' ΚΑΤΑΝΟΜΗΣ ΑΠΟ ΤΗΝ ΑΝΩΤΑΤΗΝ ΕΦΟΡΕΥΤΙΚΗΝ xyxy=(91,1122,379,1202)
separator xyxy=(173,339,297,341)
separator xyxy=(173,1964,297,1965)
subheadline: ΠΡΟΛΕΓΕΙ ΟΤΙ ΣΥΝΤΟΜΩΣ ΘΑ ΑΡΧΙΣΟΥΝ ΔΙΑΠΡΑΓΜΑΤΕΥΣΕΙΣ ΧΩΡΙΣ ΝΑ ΤΕΘΟΥΝ ΟΡΟΙ xyxy=(404,276,1046,325)
story-us-maneuvers xyxy=(80,197,389,698)
divider xyxy=(1062,1267,1389,1269)
headline: Η ΕΠΙΤΡΟΠΗ ΤΟΥ ΟΗΕ ΖΗΤΕΙ ΤΗΝ ΤΑΧΕΙΑΝ ΕΠΑΝΑΛΗΨΙΝ ΤΩΝ ΣΥΝΟΜΙΛΙΩΝ ΔΙΑ ΑΠΑΓΟΡΕΥΣΙΝ ΤΩΝ ΔΟΚΙΜΩΝ xyxy=(1072,974,1379,1054)
ornament: ———◆——— xyxy=(1108,2140,1173,2150)
subheadline: ΜΕΤΕΦΕΡΕ 300 ΦΙΑΛΑΣ ΥΓΡΑΕΡΙΟΥ ΚΑΙ ΟΙΝΟΠΝΕΥΜΑ xyxy=(86,1450,383,1490)
separator xyxy=(1160,282,1291,284)
headline: Η ΚΥΒΕΡΝΗΣΙΣ ΕΛΑΒΕΝ ΑΠΟΦΑΣΙΣΤΙΚΑ ΜΕΤΡΑ ΠΕΡΙΘΑΛΨΕΩΣ ΤΩΝ ΠΛΗΓΕΝΤΩΝ xyxy=(425,648,1026,708)
brief-body xyxy=(404,1710,550,1783)
masthead-rule xyxy=(80,183,1389,187)
headline: ΕΚΙΝΔΥΝΕΥΣΕΝ ΕΚ ΠΥΡΚΑΪΑΣ ΤΟ Μ)Π «ΚΩΣΤΑΚΗΣ» xyxy=(95,1410,374,1451)
article-body: ΟΥΑΣΙΓΚΤΩΝ, 7. ('Ιδ. ὑπ.).— Ὁ Ἰνδὸς πρωθυπουργὸς κ. Νεχροῦ ... xyxy=(1062,825,1220,849)
subheadline: ΗΓΕΙΤΟ Ο ΑΝΤΙΠΡΟΕΔΡΟΣ ΤΗΣ ΔΗΜΟΚΡΑΤΙΑΣ ΑΡΟΣΕΜΕΝΑ xyxy=(1098,1552,1354,1592)
article-body: ΚΟΥΙΤΟ, 7. ('Ιδ. ὑπ.).— Ὁ ἐπίσημος ραδιοσταθμὸς μετέδωσεν ... xyxy=(1062,1602,1293,1625)
article-body: Εἰς τὸ ὑπουργεῖον Ἐσωτερικῶν ἤρχισαν συγκεντρούμενοι οἱ πίνακες τῶν ἐπισήμων ἀποτελεσμάτων τῶν ἐκλογῶν, οἱ καταρτισθέντες ὑπὸ τῶν κατὰ τόπους ... νὰ συνεχισθοῦν μετὰ τὴν 4ην Δεκεμβρίου ὁπότε θὰ συγκληθῇ ἡ Βουλή. Ἂν ἀκυρωθῇ ἡ ἐκλογὴ βουλευτοῦ τινος ὑπὸ τοῦ ἐκλογοδικείου, οὗτος θὰ ἐκπέσῃ τοῦ ἀξιώματός του. Εὐθὺς μετὰ τὴν ἀνακήρυξιν τῶν βουλευτῶν καὶ τῆς β' κατανομῆς, θὰ ἀρξῃ ἡ 10ήμερος προθεσμία διὰ τὴν ὑποβολὴν ἐνστάσεων κατὰ τοῦ κύρους τῆς ἐκλογῆς βουλευτῶν. Αἱ ἐνστάσεις θὰ ἐκδικασθοῦν ὑπὸ τοῦ ἐκλογοδικείου, αἱ ἀποφάσεις τοῦ ὁποίου εἶναι ἀμετάκλητοι. Ὁ πρόεδρος Ἀδελφικοῦ Σερρῶν, διὰ τηλεγραφήματός του, διαμαρτύρεται διὰ τὴν ἀμφισβήτησιν τῆς ἐγκυρότητος τῶν ἐκλογῶν. Οἱ κάτοικοι τοῦ χωρίου του, λέγει, ἐψήφισαν κατὰ συνείδησιν, ἄνευ οὐδεμιᾶς πιέσεως. xyxy=(80,1212,389,1393)
story-molotov xyxy=(564,1187,883,1437)
brief-headline: Η ΡΩΣΙΑ ΘΑ ΒΟΗΘΗΣΗ ΕΙΣ ΤΗΝ ΑΝΑΠΤΥΞΙΝ ΤΗΣ ΝΑΥΤΙΛΙΑΣ xyxy=(404,1670,549,1710)
headline: ΤΟ ΠΕΚΙΝΟΝ ΔΕΧΕΤΑΙ ΤΟΝ κ. ΚΡΟΥΣΤΣΕΦ ΑΡΧΗΓΟΝ xyxy=(1105,482,1346,522)
separator xyxy=(1160,365,1291,366)
separator xyxy=(597,712,854,714)
separator xyxy=(173,439,297,440)
headline: ΟΛΑ ΤΑ ΠΑΙΔΙΑ ΗΛΙΚΙΑΣ 3 ΜΗΝΩΝ ΕΩΣ 5 ΕΤΩΝ ΕΠΙΒΑΛΛΕΤΑΙ ΝΑ ΕΜΒΟΛΙΑΣΘΟΥΝ ΕΝΑΝΤΙΟΝ ΤΗΣ ΠΟΛΙΟΜΥΕΛΙΤΙΔΟΣ xyxy=(94,1626,375,1706)
separator xyxy=(173,843,297,845)
divider xyxy=(1062,728,1389,730)
brief-body xyxy=(564,1693,719,1781)
brief-body xyxy=(80,2415,230,2474)
brief-body xyxy=(404,1456,550,1544)
brief-body xyxy=(404,1582,550,1670)
story-government-relief xyxy=(404,649,1047,1168)
article-body: ΡΑΜΠΑΤ, 7. ('Ιδ. ὑπ.).—Ἐξ ἐγκύρου ... xyxy=(1062,2180,1219,2203)
divider xyxy=(80,1404,389,1406)
separator xyxy=(1160,1789,1291,1790)
divider xyxy=(404,1179,1047,1181)
story-de-gaulle xyxy=(404,197,1047,630)
